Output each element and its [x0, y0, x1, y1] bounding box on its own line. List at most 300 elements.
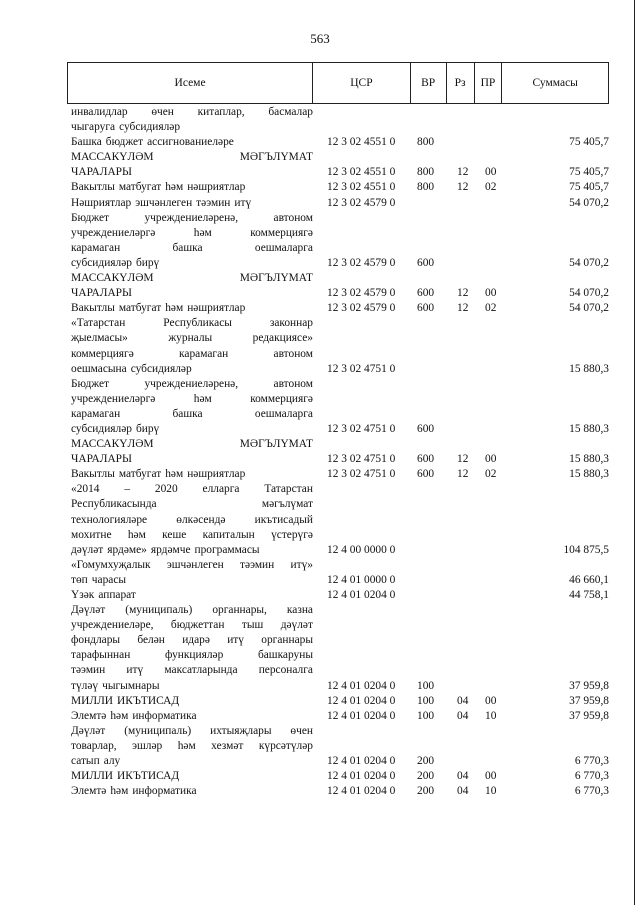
word: оешмаларга [254, 407, 313, 420]
word: Бюджет [71, 377, 110, 390]
word: МИЛЛИ [71, 694, 114, 707]
row-sum: 6 770,3 [574, 755, 609, 768]
row-csr: 12 3 02 4551 0 [327, 166, 396, 179]
word: МАССАКҮЛӘМ [71, 151, 154, 164]
row-name-line [71, 694, 313, 709]
table-row [71, 709, 613, 724]
row-name-line [71, 482, 313, 497]
row-pr: 02 [485, 181, 497, 194]
word: Татарстан [264, 483, 313, 496]
word: учреждениеләргә [71, 226, 156, 239]
word: эшчәнлеген [135, 196, 193, 209]
row-rz: 04 [457, 694, 469, 707]
word: функцияләр [164, 649, 224, 662]
row-name-line [71, 226, 313, 241]
row-vr: 800 [417, 166, 435, 179]
word: түләү [71, 679, 99, 692]
word: идарә [182, 634, 210, 647]
scan-edge-mark [634, 0, 635, 905]
row-name [71, 784, 313, 799]
row-name-line [71, 271, 313, 286]
word: максатларында [164, 664, 238, 677]
row-vr: 800 [417, 136, 435, 149]
word: ассигнованиеләре [147, 136, 234, 149]
row-name [71, 724, 313, 769]
word: төп [71, 573, 88, 586]
word: Дәүләт [71, 604, 106, 617]
row-csr: 12 4 01 0204 0 [327, 785, 396, 798]
row-name [71, 211, 313, 271]
table-row [71, 180, 613, 195]
word: итү» [290, 558, 313, 571]
word: субсидияләр [71, 256, 132, 269]
word: бирү [135, 256, 160, 269]
row-vr: 200 [417, 770, 435, 783]
word: һәм [110, 785, 129, 798]
row-name-line [71, 528, 313, 543]
word: казна [286, 604, 313, 617]
word: матбугат [118, 181, 162, 194]
word: Вакытлы [71, 302, 115, 315]
word: нәшриятлар [187, 302, 246, 315]
row-name [71, 301, 313, 316]
word: капиталын [202, 528, 255, 541]
word: товарлар, [71, 739, 117, 752]
table-header [67, 62, 609, 104]
row-name-line [71, 422, 313, 437]
row-vr: 600 [417, 256, 435, 269]
row-pr: 10 [485, 709, 497, 722]
row-csr: 12 4 00 0000 0 [327, 543, 396, 556]
row-name-line [71, 648, 313, 663]
word: өчен [290, 724, 313, 737]
word: редакциясе» [252, 332, 313, 345]
row-name-line [71, 513, 313, 528]
table-row [71, 558, 613, 588]
word: ИКЪТИСАД [117, 694, 180, 707]
row-name-line [71, 739, 313, 754]
word: МАССАКҮЛӘМ [71, 272, 154, 285]
word: китаплар, [197, 106, 245, 118]
row-name [71, 603, 313, 694]
row-name [71, 558, 313, 588]
row-sum: 37 959,8 [569, 694, 609, 707]
row-vr: 600 [417, 468, 435, 481]
row-rz: 12 [457, 302, 469, 315]
row-name-line [71, 392, 313, 407]
word: нәшриятлар [187, 181, 246, 194]
row-name-line [71, 316, 313, 331]
table-row [71, 105, 613, 135]
row-vr: 600 [417, 422, 435, 435]
word: мохитне [71, 528, 112, 541]
word: субсидияләр [71, 422, 132, 435]
row-csr: 12 4 01 0204 0 [327, 589, 396, 601]
header-vr: ВР [411, 63, 447, 103]
row-csr: 12 3 02 4751 0 [327, 468, 396, 481]
row-name-line [71, 150, 313, 165]
row-name-line [71, 241, 313, 256]
word: итү [227, 634, 244, 647]
word: эшчәнлеген [166, 558, 224, 571]
row-sum: 44 758,1 [569, 589, 609, 601]
word: коммерциягә [250, 226, 313, 239]
word: Башка [71, 136, 102, 149]
row-name-line [71, 407, 313, 422]
row-pr: 02 [485, 468, 497, 481]
word: автоном [273, 377, 313, 390]
row-sum: 15 880,3 [569, 422, 609, 435]
word: бюджеттан [170, 619, 225, 632]
word: Бюджет [71, 211, 110, 224]
word: һәм [110, 709, 129, 722]
row-name [71, 588, 313, 603]
word: МӘГЪЛҮМАТ [239, 151, 313, 164]
row-name-line [71, 558, 313, 573]
table-row [71, 769, 613, 784]
row-sum: 15 880,3 [569, 362, 609, 375]
row-sum: 104 875,5 [563, 543, 609, 556]
row-name [71, 482, 313, 557]
word: автоном [273, 211, 313, 224]
word: өчен [151, 106, 174, 118]
row-name [71, 196, 313, 211]
word: җыелмасы» [71, 332, 128, 345]
row-rz: 12 [457, 166, 469, 179]
table-row [71, 196, 613, 211]
table-row [71, 467, 613, 482]
word: автоном [273, 347, 313, 360]
word: икътисадый [254, 513, 313, 526]
row-rz: 12 [457, 287, 469, 300]
row-name-line [71, 165, 313, 180]
header-csr: ЦСР [313, 63, 411, 103]
word: нәшриятлар [187, 468, 246, 481]
word: Республикасында [71, 498, 157, 511]
row-csr: 12 3 02 4579 0 [327, 256, 396, 269]
table-row [71, 211, 613, 271]
word: ЧАРАЛАРЫ [71, 287, 132, 300]
word: тыш [241, 619, 264, 632]
row-sum: 15 880,3 [569, 453, 609, 466]
word: 2020 [154, 483, 178, 496]
row-sum: 54 070,2 [569, 256, 609, 269]
word: башкаруны [257, 649, 313, 662]
word: коммерциягә [250, 392, 313, 405]
word: МИЛЛИ [71, 770, 114, 783]
row-name [71, 135, 313, 150]
row-name [71, 377, 313, 437]
word: Республикасы [163, 317, 232, 330]
word: органнары [261, 634, 313, 647]
word: ЧАРАЛАРЫ [71, 453, 132, 466]
word: МӘГЪЛҮМАТ [239, 272, 313, 285]
row-name [71, 769, 313, 784]
word: алу [103, 755, 121, 768]
row-vr: 800 [417, 181, 435, 194]
row-name-line [71, 196, 313, 211]
word: аппарат [98, 589, 136, 601]
row-csr: 12 3 02 4751 0 [327, 422, 396, 435]
row-rz: 12 [457, 453, 469, 466]
table-row [71, 784, 613, 799]
word: итү [126, 664, 144, 677]
budget-table-body [71, 105, 613, 799]
row-name [71, 180, 313, 195]
word: сатып [71, 755, 100, 768]
word: елларга [202, 483, 240, 496]
row-name-line [71, 331, 313, 346]
row-sum: 54 070,2 [569, 287, 609, 300]
row-rz: 04 [457, 770, 469, 783]
word: – [124, 483, 131, 496]
row-rz: 04 [457, 709, 469, 722]
table-row [71, 437, 613, 467]
word: информатика [132, 709, 197, 722]
word: учреждениеләренә, [144, 211, 239, 224]
row-name-line [71, 211, 313, 226]
word: Элемтә [71, 785, 107, 798]
row-csr: 12 3 02 4751 0 [327, 362, 396, 375]
word: субсидияләр [130, 362, 192, 375]
row-name [71, 467, 313, 482]
word: бюджет [105, 136, 144, 149]
word: ярдәмче [150, 543, 191, 556]
word: итү [234, 196, 252, 209]
row-csr: 12 4 01 0204 0 [327, 694, 396, 707]
word: өлкәсендә [176, 513, 226, 526]
word: дәүләт [71, 543, 104, 556]
row-csr: 12 4 01 0000 0 [327, 573, 396, 586]
row-csr: 12 3 02 4579 0 [327, 302, 396, 315]
word: эшләр [132, 739, 163, 752]
word: һәм [165, 468, 184, 481]
row-pr: 10 [485, 785, 497, 798]
table-row [71, 694, 613, 709]
table-row [71, 150, 613, 180]
word: (муниципаль) [125, 604, 193, 617]
row-name-line [71, 663, 313, 678]
word: ярдәме» [107, 543, 147, 556]
row-name-line [71, 437, 313, 452]
word: һәм [165, 181, 184, 194]
row-vr: 600 [417, 453, 435, 466]
word: Элемтә [71, 709, 107, 722]
row-vr: 600 [417, 287, 435, 300]
word: учреждениеләренә, [144, 377, 239, 390]
word: һәм [127, 528, 146, 541]
word: оешмаларга [254, 241, 313, 254]
row-name-line [71, 543, 313, 558]
word: учреждениеләре, [71, 619, 154, 632]
row-sum: 75 405,7 [569, 181, 609, 194]
word: матбугат [118, 302, 162, 315]
word: МӘГЪЛҮМАТ [239, 438, 313, 451]
word: Вакытлы [71, 181, 115, 194]
word: чарасы [91, 573, 127, 586]
header-name: Исеме [68, 63, 313, 103]
word: һәм [193, 226, 212, 239]
word: персоналга [258, 664, 313, 677]
word: ихтыяҗлары [210, 724, 272, 737]
row-name [71, 316, 313, 376]
row-name-line [71, 105, 313, 120]
word: Үзәк [71, 589, 95, 601]
row-name-line [71, 588, 313, 603]
table-row [71, 271, 613, 301]
row-sum: 46 660,1 [569, 573, 609, 586]
word: һәм [165, 302, 184, 315]
row-name-line [71, 256, 313, 271]
table-row [71, 588, 613, 603]
row-rz: 12 [457, 468, 469, 481]
word: Дәүләт [71, 724, 106, 737]
word: МАССАКҮЛӘМ [71, 438, 154, 451]
row-name-line [71, 633, 313, 648]
word: чыгаруга [71, 121, 116, 134]
word: ИКЪТИСАД [117, 770, 180, 783]
row-csr: 12 3 02 4551 0 [327, 181, 396, 194]
row-sum: 54 070,2 [569, 302, 609, 315]
row-name-line [71, 573, 313, 588]
word: үстерүгә [271, 528, 313, 541]
table-row [71, 377, 613, 437]
table-row [71, 482, 613, 557]
row-pr: 00 [485, 453, 497, 466]
word: бирү [135, 422, 160, 435]
word: һәм [193, 392, 212, 405]
row-vr: 100 [417, 694, 435, 707]
row-name-line [71, 679, 313, 694]
row-name-line [71, 769, 313, 784]
row-sum: 37 959,8 [569, 679, 609, 692]
row-name [71, 694, 313, 709]
row-vr: 200 [417, 755, 435, 768]
word: тарафыннан [71, 649, 131, 662]
row-name-line [71, 362, 313, 377]
word: (муниципаль) [124, 724, 192, 737]
row-sum: 75 405,7 [569, 136, 609, 149]
header-rz: Рз [447, 63, 475, 103]
word: башка [172, 407, 203, 420]
word: технологияләре [71, 513, 148, 526]
row-name-line [71, 347, 313, 362]
word: ЧАРАЛАРЫ [71, 166, 132, 179]
word: фондлары [71, 634, 121, 647]
row-sum: 6 770,3 [574, 770, 609, 783]
row-name [71, 271, 313, 301]
word: журналы [168, 332, 213, 345]
word: тәэмин [240, 558, 275, 571]
row-name-line [71, 784, 313, 799]
row-vr: 600 [417, 302, 435, 315]
row-name [71, 709, 313, 724]
row-name-line [71, 286, 313, 301]
word: белән [137, 634, 165, 647]
row-name-line [71, 452, 313, 467]
word: чыгымнары [102, 679, 160, 692]
word: коммерциягә [71, 347, 134, 360]
table-row [71, 724, 613, 769]
row-name-line [71, 724, 313, 739]
row-rz: 12 [457, 181, 469, 194]
word: басмалар [268, 106, 313, 118]
row-pr: 02 [485, 302, 497, 315]
word: «Гомумхуҗалык [71, 558, 151, 571]
row-sum: 15 880,3 [569, 468, 609, 481]
word: карамаган [71, 407, 121, 420]
header-sum: Суммасы [532, 77, 578, 89]
row-name [71, 150, 313, 180]
row-csr: 12 4 01 0204 0 [327, 679, 396, 692]
row-csr: 12 4 01 0204 0 [327, 755, 396, 768]
word: дәүләт [280, 619, 313, 632]
row-name-line [71, 120, 313, 135]
word: инвалидлар [71, 106, 128, 118]
row-csr: 12 4 01 0204 0 [327, 709, 396, 722]
word: законнар [269, 317, 313, 330]
row-csr: 12 3 02 4579 0 [327, 287, 396, 300]
row-name-line [71, 603, 313, 618]
word: матбугат [118, 468, 162, 481]
row-name-line [71, 467, 313, 482]
row-sum: 75 405,7 [569, 166, 609, 179]
word: учреждениеләргә [71, 392, 156, 405]
table-row [71, 603, 613, 694]
row-name [71, 105, 313, 135]
row-rz: 04 [457, 785, 469, 798]
word: кеше [162, 528, 187, 541]
row-csr: 12 3 02 4551 0 [327, 136, 396, 149]
word: тәэмин [196, 196, 231, 209]
header-pr: ПР [475, 63, 503, 103]
word: күрсәтүләр [258, 739, 313, 752]
word: карамаган [179, 347, 229, 360]
row-name-line [71, 135, 313, 150]
row-name-line [71, 180, 313, 195]
word: хезмәт [211, 739, 244, 752]
row-sum: 54 070,2 [569, 196, 609, 209]
row-name-line [71, 709, 313, 724]
row-name-line [71, 301, 313, 316]
row-vr: 200 [417, 785, 435, 798]
word: субсидияләр [119, 121, 181, 134]
row-pr: 00 [485, 287, 497, 300]
word: «Татарстан [71, 317, 126, 330]
row-sum: 6 770,3 [574, 785, 609, 798]
table-row [71, 316, 613, 376]
table-row [71, 135, 613, 150]
word: карамаган [71, 241, 121, 254]
row-vr: 100 [417, 679, 435, 692]
word: һәм [177, 739, 196, 752]
row-pr: 00 [485, 166, 497, 179]
word: мәгълүмат [261, 498, 313, 511]
row-pr: 00 [485, 694, 497, 707]
word: Нәшриятлар [71, 196, 132, 209]
row-name [71, 437, 313, 467]
word: оешмасына [71, 362, 127, 375]
row-name-line [71, 497, 313, 512]
table-row [71, 301, 613, 316]
word: тәэмин [71, 664, 106, 677]
row-pr: 00 [485, 770, 497, 783]
row-name-line [71, 618, 313, 633]
row-sum: 37 959,8 [569, 709, 609, 722]
row-csr: 12 4 01 0204 0 [327, 770, 396, 783]
page-number: 563 [310, 31, 330, 46]
row-csr: 12 3 02 4751 0 [327, 453, 396, 466]
